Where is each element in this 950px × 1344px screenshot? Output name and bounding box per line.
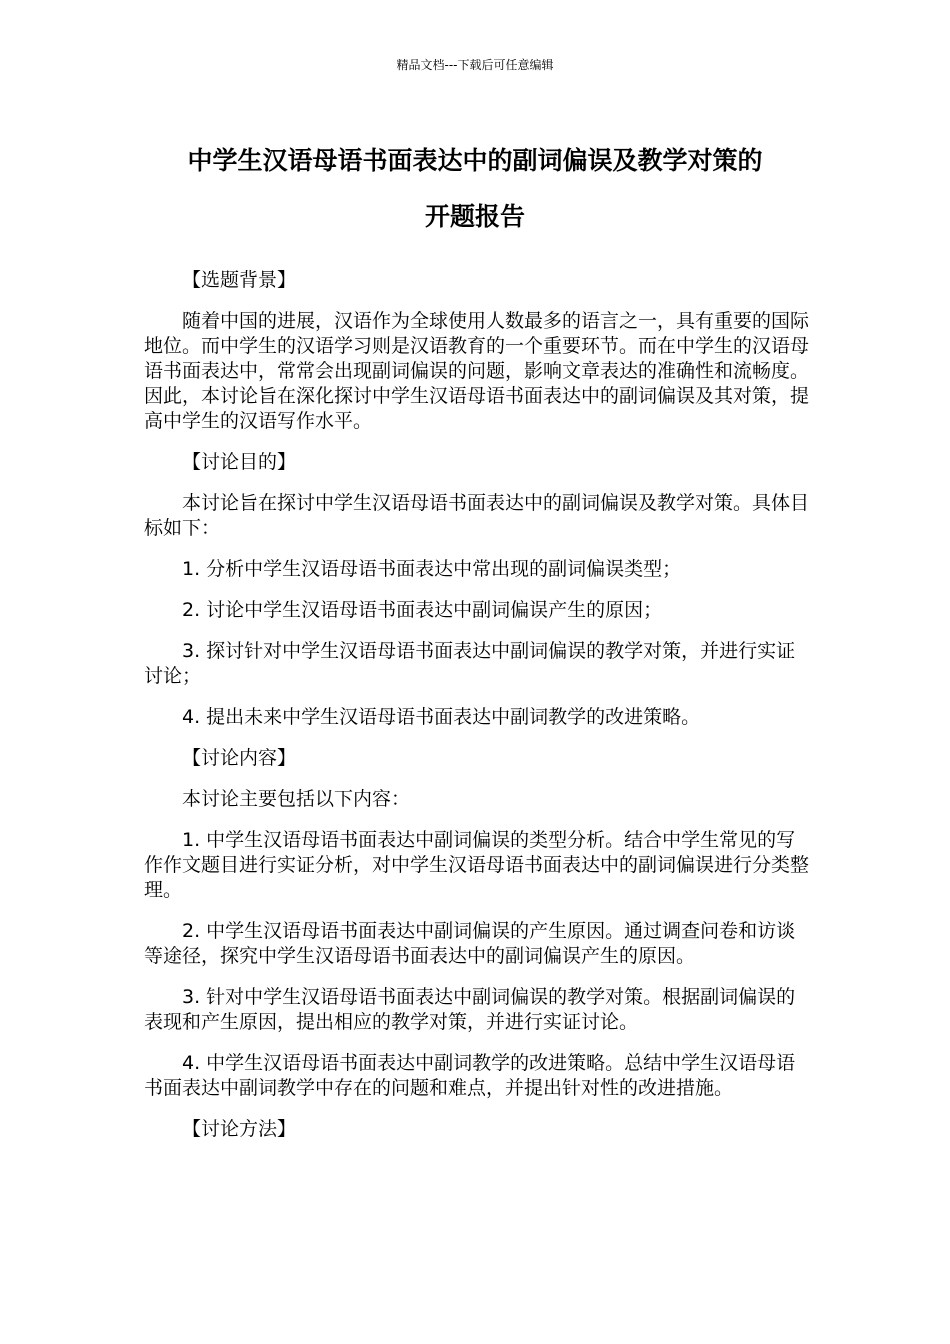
content-list-item: 3. 针对中学生汉语母语书面表达中副词偏误的教学对策。根据副词偏误的表现和产生原因，提出相应的教学对策，并进行实证讨论。 [144,986,796,1033]
background-paragraph: 随着中国的进展，汉语作为全球使用人数最多的语言之一，具有重要的国际地位。而中学生的汉语学习则是汉语教育的一个重要环节。而在中学生的汉语母语书面表达中，常常会出现副词偏误的问题，影响文章表达的准确性和流畅度。因此，本讨论旨在深化探讨中学生汉语母语书面表达中的副词偏误及其对策，提高中学生的汉语写作水平。 [144,310,810,432]
section-heading-content: 【讨论内容】 [182,747,297,769]
content-list-item: 4. 中学生汉语母语书面表达中副词教学的改进策略。总结中学生汉语母语书面表达中副词教学中存在的问题和难点，并提出针对性的改进措施。 [144,1052,796,1099]
section-heading-method: 【讨论方法】 [182,1118,297,1140]
page-header: 精品文档---下载后可任意编辑 [396,58,554,72]
content-list-item: 1. 中学生汉语母语书面表达中副词偏误的类型分析。结合中学生常见的写作作文题目进行实证分析，对中学生汉语母语书面表达中的副词偏误进行分类整理。 [144,829,810,901]
purpose-list-item: 1. 分析中学生汉语母语书面表达中常出现的副词偏误类型； [182,558,682,580]
section-heading-purpose: 【讨论目的】 [182,451,297,473]
purpose-list-item: 2. 讨论中学生汉语母语书面表达中副词偏误产生的原因； [182,599,663,621]
content-list-item: 2. 中学生汉语母语书面表达中副词偏误的产生原因。通过调查问卷和访谈等途径，探究中学生汉语母语书面表达中的副词偏误产生的原因。 [144,920,796,967]
purpose-list-item: 3. 探讨针对中学生汉语母语书面表达中副词偏误的教学对策，并进行实证讨论； [144,640,796,687]
document-title [100,133,850,245]
section-heading-background: 【选题背景】 [182,269,297,291]
purpose-list-item: 4. 提出未来中学生汉语母语书面表达中副词教学的改进策略。 [182,706,701,728]
document-body [144,268,810,1158]
content-intro-paragraph: 本讨论主要包括以下内容： [182,788,411,810]
document-title-line-2: 开题报告 [424,202,525,231]
purpose-intro-paragraph: 本讨论旨在探讨中学生汉语母语书面表达中的副词偏误及教学对策。具体目标如下： [144,492,810,539]
document-title-line-1: 中学生汉语母语书面表达中的副词偏误及教学对策的 [187,146,763,175]
